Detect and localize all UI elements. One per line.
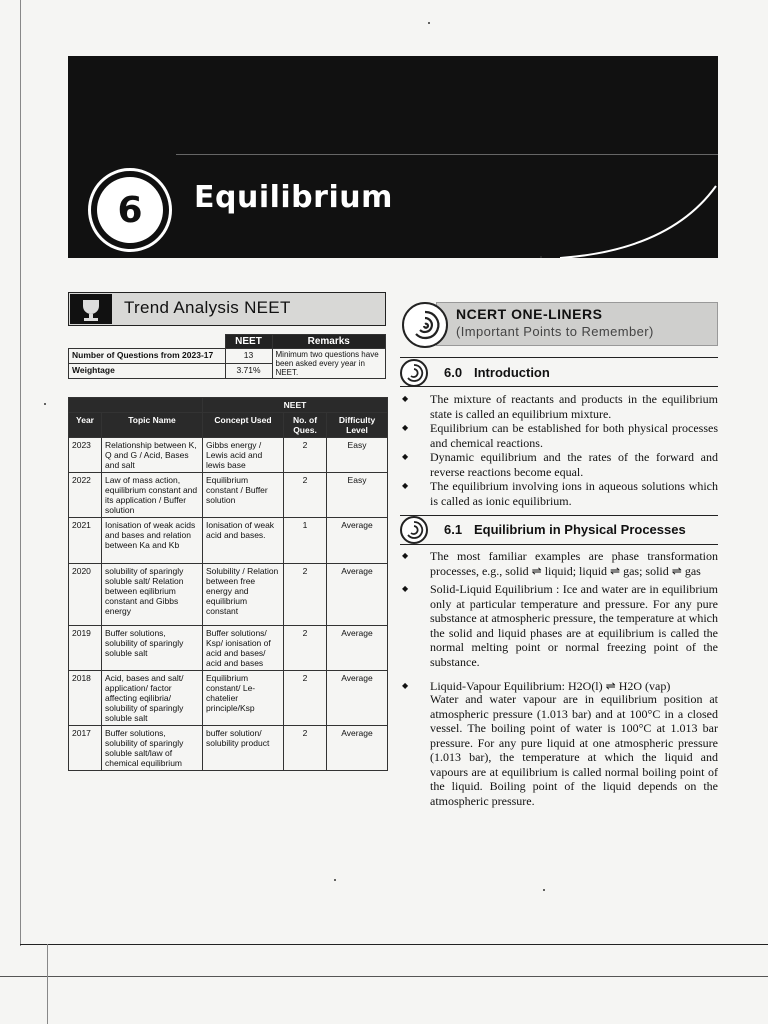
- cell-topic: Buffer solutions, solubility of sparingly soluble salt/law of chemical equilibrium: [102, 726, 203, 771]
- bottom-rule-lower: [0, 976, 768, 977]
- summary-remark: Minimum two questions have been asked every year in NEET.: [272, 349, 386, 379]
- banner-swoosh-graphic: [560, 150, 718, 258]
- cell-year: 2020: [69, 564, 102, 626]
- header-count: No. of Ques.: [284, 413, 327, 438]
- summary-header-remarks: Remarks: [272, 335, 386, 349]
- scan-speck: [44, 403, 46, 405]
- cell-year: 2017: [69, 726, 102, 771]
- cell-topic: Ionisation of weak acids and bases and relation between Ka and Kb: [102, 518, 203, 564]
- cell-concept: Equilibrium constant / Buffer solution: [203, 473, 284, 518]
- cell-topic: Acid, bases and salt/ application/ factor affecting eqilibria/ solubility of sparingly soluble salt: [102, 671, 203, 726]
- detail-group-header: NEET: [203, 398, 388, 413]
- header-concept: Concept Used: [203, 413, 284, 438]
- table-row: [69, 626, 388, 671]
- section-number: 6.0: [444, 365, 463, 380]
- cell-count: 2: [284, 626, 327, 671]
- cell-count: 2: [284, 671, 327, 726]
- header-year: Year: [69, 413, 102, 438]
- ncert-subtitle: (Important Points to Remember): [456, 324, 654, 339]
- trend-detail-table: [68, 397, 388, 771]
- summary-header-blank: [69, 335, 226, 349]
- list-item: ◆ The most familiar examples are phase transformation processes, e.g., solid ⇌ liquid; liquid ⇌ gas; solid ⇌ gas: [400, 549, 718, 578]
- cell-topic: Buffer solutions, solubility of sparingly soluble salt: [102, 626, 203, 671]
- swirl-icon: [402, 302, 448, 348]
- ncert-title: NCERT ONE-LINERS: [456, 306, 603, 322]
- bottom-rule: [20, 944, 768, 945]
- swirl-icon: [400, 359, 428, 387]
- section-title: Introduction: [474, 365, 550, 380]
- cell-count: 2: [284, 473, 327, 518]
- summary-label: Number of Questions from 2023-17: [69, 349, 226, 364]
- summary-label: Weightage: [69, 364, 226, 379]
- summary-header-neet: NEET: [225, 335, 272, 349]
- trend-analysis-title: Trend Analysis NEET: [124, 298, 291, 317]
- summary-value: 3.71%: [225, 364, 272, 379]
- list-item: ◆ Equilibrium can be established for both physical processes and chemical reactions.: [400, 421, 718, 450]
- table-row: [69, 564, 388, 626]
- cell-level: Average: [327, 564, 388, 626]
- scan-speck: [428, 22, 430, 24]
- section-title: Equilibrium in Physical Processes: [474, 522, 686, 537]
- margin-rule: [20, 0, 21, 946]
- intro-bullets: [400, 392, 718, 508]
- cell-level: Average: [327, 626, 388, 671]
- cell-year: 2023: [69, 438, 102, 473]
- list-item: ◆ Liquid-Vapour Equilibrium: H2O(l) ⇌ H2O (vap): [400, 679, 718, 694]
- scan-speck: [543, 889, 545, 891]
- scan-speck: [334, 879, 336, 881]
- trophy-icon: [70, 294, 112, 324]
- list-item: ◆ Solid-Liquid Equilibrium : Ice and water are in equilibrium only at particular temperature and pressure. For any pure substance at atmospheric pressure, the temperature at which the solid and liquid phases are at equilibrium is called the normal melting point or normal freezing point of the substance.: [400, 582, 718, 669]
- table-row: [69, 438, 388, 473]
- cell-topic: Relationship between K, Q and G / Acid, Bases and salt: [102, 438, 203, 473]
- cell-topic: Law of mass action, equilibrium constant and its application / Buffer solution: [102, 473, 203, 518]
- table-row: [69, 671, 388, 726]
- cell-concept: Gibbs energy / Lewis acid and lewis base: [203, 438, 284, 473]
- cell-concept: Equilibrium constant/ Le-chatelier principle/Ksp: [203, 671, 284, 726]
- cell-level: Average: [327, 726, 388, 771]
- scan-speck: [540, 256, 542, 258]
- cell-count: 2: [284, 726, 327, 771]
- corner-rule: [47, 944, 48, 1024]
- cell-concept: Buffer solutions/ Ksp/ ionisation of acid and bases/ acid and bases: [203, 626, 284, 671]
- cell-year: 2019: [69, 626, 102, 671]
- trend-summary-table: [68, 334, 386, 379]
- cell-level: Average: [327, 671, 388, 726]
- chapter-title: Equilibrium: [194, 180, 393, 215]
- cell-topic: solubility of sparingly soluble salt/ Relation between eqilibrium constant and Gibbs energy: [102, 564, 203, 626]
- cell-count: 2: [284, 438, 327, 473]
- swirl-icon: [400, 516, 428, 544]
- cell-concept: Solubility / Relation between free energy and equilibrium constant: [203, 564, 284, 626]
- list-item: ◆ The mixture of reactants and products in the equilibrium state is called an equilibrium mixture.: [400, 392, 718, 421]
- cell-year: 2018: [69, 671, 102, 726]
- summary-value: 13: [225, 349, 272, 364]
- cell-count: 1: [284, 518, 327, 564]
- table-row: [69, 473, 388, 518]
- list-item: ◆ Dynamic equilibrium and the rates of the forward and reverse reactions become equal.: [400, 450, 718, 479]
- cell-year: 2022: [69, 473, 102, 518]
- cell-level: Average: [327, 518, 388, 564]
- cell-count: 2: [284, 564, 327, 626]
- cell-level: Easy: [327, 473, 388, 518]
- cell-concept: buffer solution/ solubility product: [203, 726, 284, 771]
- cell-year: 2021: [69, 518, 102, 564]
- list-item: ◆ The equilibrium involving ions in aqueous solutions which is called as ionic equilibrium.: [400, 479, 718, 508]
- table-row: [69, 518, 388, 564]
- header-level: Difficulty Level: [327, 413, 388, 438]
- chapter-number: 6: [97, 177, 163, 243]
- header-topic: Topic Name: [102, 413, 203, 438]
- section-number: 6.1: [444, 522, 463, 537]
- cell-level: Easy: [327, 438, 388, 473]
- table-row: [69, 726, 388, 771]
- liquid-vapour-paragraph: Water and water vapour are in equilibrium position at atmospheric pressure (1.013 bar) and at 100°C in a closed vessel. The boiling point of water is 100°C at 1.013 bar pressure. For any pure liquid at one atmospheric pressure (1.013 bar), the temperature at which the liquid and vapours are at equilibrium is called normal boiling point of the liquid. Boiling point of the liquid depends on the atmospheric pressure.: [430, 692, 718, 808]
- physical-bullets: [400, 549, 718, 694]
- table-row: [69, 349, 386, 364]
- cell-concept: Ionisation of weak acid and bases.: [203, 518, 284, 564]
